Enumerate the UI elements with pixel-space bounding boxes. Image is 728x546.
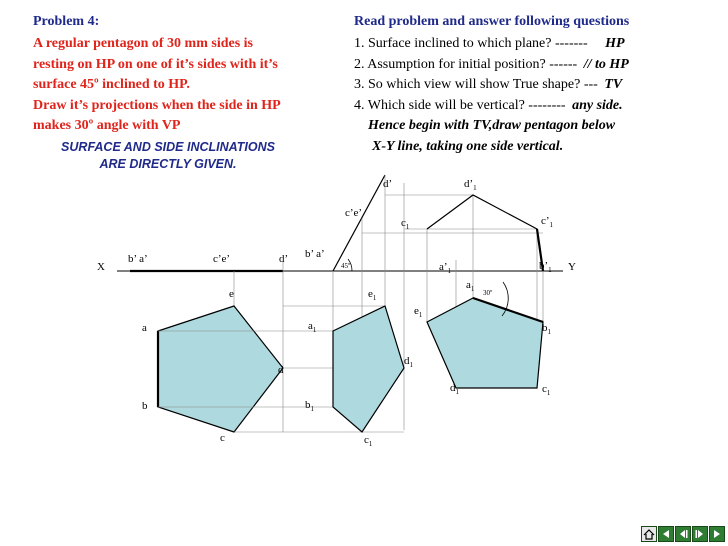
view1-label-d-tv: d [278,364,284,376]
answer-3: TV [604,77,623,92]
question-2-text: 2. Assumption for initial position? ------ [354,57,578,72]
problem-line-2: resting on HP on one of it’s sides with it’s [33,57,278,72]
view2-label-c: $c_1$ [364,434,373,448]
view3-label-b: $b_1$ [542,322,551,336]
problem-title: Problem 4: [33,14,100,29]
questions-heading: Read problem and answer following questions [354,14,630,29]
given-note-line-2: ARE DIRECTLY GIVEN. [99,157,237,171]
home-icon[interactable] [641,526,657,542]
given-note-line-1: SURFACE AND SIDE INCLINATIONS [61,140,275,154]
view3-label-e: $e_1$ [414,305,423,319]
view3-label-d-fv: $d’_1$ [464,178,477,192]
view3-label-e-fv: $c_1$ [401,217,410,231]
x-label: X [97,261,105,273]
question-4-text: 4. Which side will be vertical? -------- [354,98,566,113]
next-icon[interactable] [692,526,708,542]
view3-label-b-fv: $b’_1$ [539,260,552,274]
view2-angle-label: 45º [341,262,351,270]
y-label: Y [568,261,576,273]
view1-label-ce: c’e’ [213,253,231,265]
view2-fv-edge [333,175,385,271]
view2-label-d: d’ [383,178,393,190]
view3-tv-pentagon [427,298,543,388]
problem-line-4: Draw it’s projections when the side in HP [33,98,281,113]
answer-4: any side. [572,98,623,113]
view2-label-a: $a_1$ [308,320,317,334]
view2-label-ce: c’e’ [345,207,363,219]
problem-line-1: A regular pentagon of 30 mm sides is [33,36,253,51]
end-icon[interactable] [709,526,725,542]
view1-label-a: a [142,322,147,334]
problem-line-3: surface 45º inclined to HP. [33,77,190,92]
view3-label-d: $d_1$ [450,382,459,396]
prev-icon[interactable] [675,526,691,542]
view2-label-ba: b’ a’ [305,248,325,260]
view3-label-a: $a_1$ [466,279,475,293]
view1-label-c: c [220,432,225,444]
view2-label-b: $b_1$ [305,399,314,413]
hint-line-2: X-Y line, taking one side vertical. [372,139,564,154]
view1-tv-pentagon [158,306,283,432]
view2-label-e: $e_1$ [368,288,377,302]
view3-label-c-fv: $c’_1$ [541,215,554,229]
view2-tv-pentagon [333,306,404,432]
hint-line-1: Hence begin with TV,draw pentagon below [368,118,616,133]
view1-label-e: e [229,288,234,300]
back-icon[interactable] [658,526,674,542]
view3-label-a-fv: $a’_1$ [439,261,452,275]
problem-line-5: makes 30º angle with VP [33,118,181,133]
view2-label-d-tv: $d_1$ [404,355,413,369]
question-1-text: 1. Surface inclined to which plane? ------- [354,36,588,51]
view1-label-d: d’ [279,253,289,265]
view3-angle-label: 30º [483,289,493,297]
answer-1: HP [605,36,625,51]
view1-label-b: b [142,400,148,412]
view1-label-ba: b’ a’ [128,253,148,265]
view3-label-c: $c_1$ [542,383,551,397]
question-3-text: 3. So which view will show True shape? --- [354,77,598,92]
answer-2: // to HP [583,57,629,72]
